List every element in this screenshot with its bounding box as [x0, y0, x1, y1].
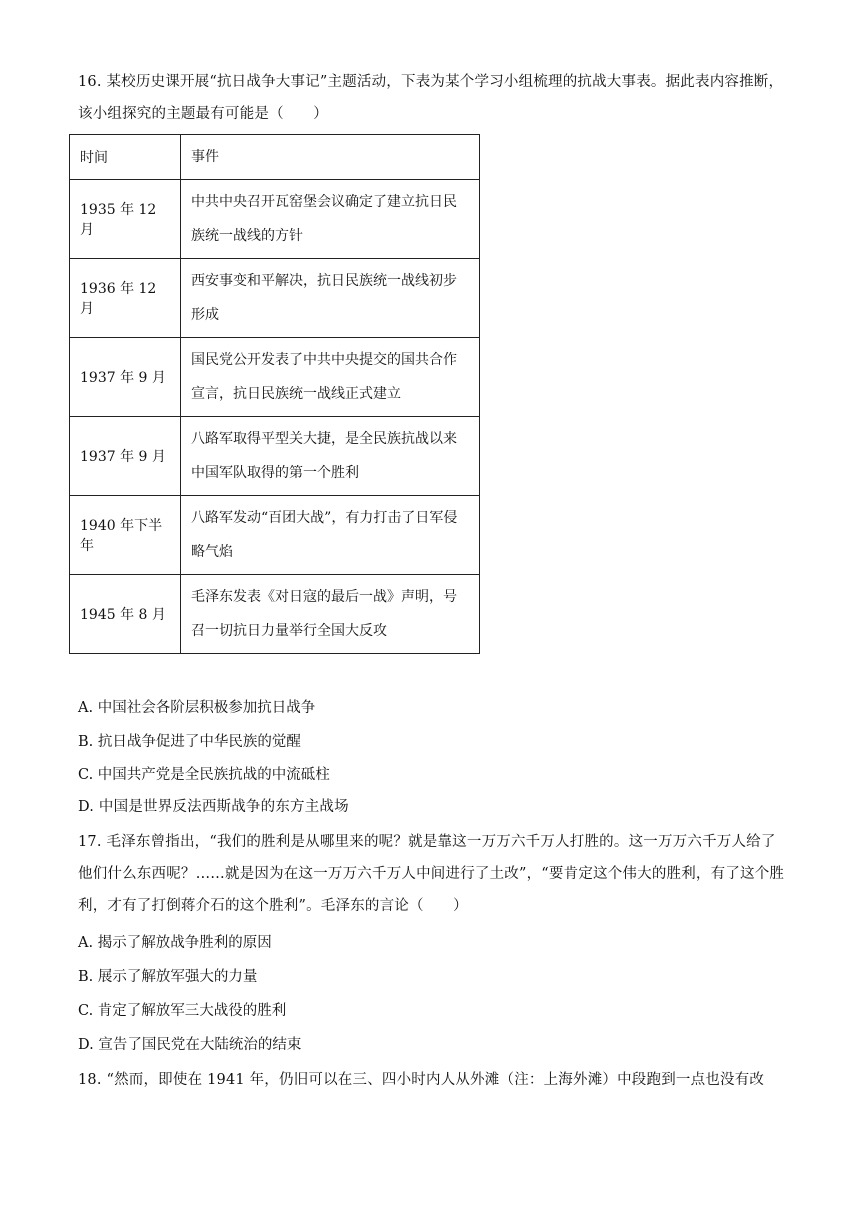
q17-option-b[interactable]: B. 展示了解放军强大的力量: [78, 969, 258, 985]
table-row: [70, 417, 480, 496]
q16-option-d[interactable]: D. 中国是世界反法西斯战争的东方主战场: [78, 799, 349, 815]
table-header-row: [70, 135, 480, 180]
table-row: [70, 496, 480, 575]
q17-option-c[interactable]: C. 肯定了解放军三大战役的胜利: [78, 1003, 287, 1019]
question-18-stem: 18. “然而，即使在 1941 年，仍旧可以在三、四小时内人从外滩（注：上海外滩）中段跑到一点也没有改: [78, 1072, 765, 1088]
table-row: [70, 180, 480, 259]
row-time: 1937 年 9 月: [70, 338, 181, 417]
q17-option-d[interactable]: D. 宣告了国民党在大陆统治的结束: [78, 1037, 302, 1053]
row-event: 八路军发动“百团大战”，有力打击了日军侵略气焰: [181, 496, 480, 575]
question-17-stem: 17. 毛泽东曾指出，“我们的胜利是从哪里来的呢？就是靠这一万万六千万人打胜的。这一万万六千万人给了他们什么东西呢？……就是因为在这一万万六千万人中间进行了土改”，“要肯定这个伟大的胜利，有了这个胜利，才有了打倒蒋介石的这个胜利”。毛泽东的言论（ ）: [78, 834, 785, 914]
table-row: [70, 259, 480, 338]
row-time: 1936 年 12 月: [70, 259, 181, 338]
q17-option-a[interactable]: A. 揭示了解放战争胜利的原因: [78, 935, 272, 951]
row-event: 西安事变和平解决，抗日民族统一战线初步形成: [181, 259, 480, 338]
events-table: [69, 134, 480, 654]
table-row: [70, 575, 480, 654]
row-event: 国民党公开发表了中共中央提交的国共合作宣言，抗日民族统一战线正式建立: [181, 338, 480, 417]
question-16-stem: 16. 某校历史课开展“抗日战争大事记”主题活动，下表为某个学习小组梳理的抗战大事表。据此表内容推断，该小组探究的主题最有可能是（ ）: [78, 74, 784, 122]
row-time: 1937 年 9 月: [70, 417, 181, 496]
row-time: 1945 年 8 月: [70, 575, 181, 654]
header-event: 事件: [181, 135, 480, 180]
row-event: 毛泽东发表《对日寇的最后一战》声明，号召一切抗日力量举行全国大反攻: [181, 575, 480, 654]
row-event: 八路军取得平型关大捷，是全民族抗战以来中国军队取得的第一个胜利: [181, 417, 480, 496]
row-time: 1935 年 12 月: [70, 180, 181, 259]
row-time: 1940 年下半年: [70, 496, 181, 575]
table-row: [70, 338, 480, 417]
question-17-block: [78, 796, 790, 922]
header-time: 时间: [70, 135, 181, 180]
q16-option-a[interactable]: A. 中国社会各阶层积极参加抗日战争: [78, 700, 316, 716]
row-event: 中共中央召开瓦窑堡会议确定了建立抗日民族统一战线的方针: [181, 180, 480, 259]
q16-option-c[interactable]: C. 中国共产党是全民族抗战的中流砥柱: [78, 767, 330, 783]
q16-option-b[interactable]: B. 抗日战争促进了中华民族的觉醒: [78, 734, 301, 750]
